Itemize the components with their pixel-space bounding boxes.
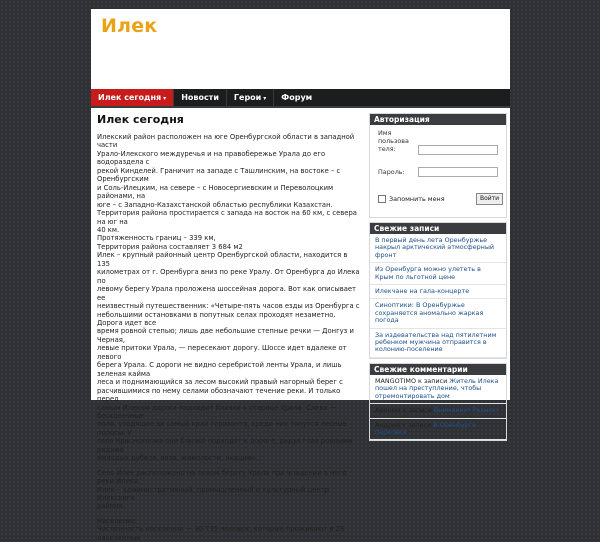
text-line: молодых дубков, вяза, жимолости, акации». <box>97 454 258 463</box>
nav-item-label: Герои <box>233 93 262 102</box>
text-line: 40 км. <box>97 225 120 234</box>
text-line: левому берегу Урала проложена шоссейная дорога. Вот как описывает ее <box>97 285 357 302</box>
recent-post-link[interactable]: Синоптики: В Оренбуржье сохраняется аномально жаркая погода <box>370 299 506 328</box>
page-wrapper <box>91 9 510 542</box>
text-line: Урало-Илекского междуречья и на правобережье Урала до его водораздела с <box>97 149 326 167</box>
text-line: берега Урала. С дороги не видно серебристой ленты Урала, и лишь зеленая каймa <box>97 361 342 378</box>
text-line: неизвестный путешественник: «Четыре-пять часов езды из Оренбурга с <box>97 302 360 311</box>
comment-author: Аноним <box>375 406 401 415</box>
nav-item-label: Илек сегодня <box>98 93 162 102</box>
text-line: Илек – крупный районный центр Оренбургской области, находится в 135 <box>97 251 348 268</box>
login-widget <box>369 113 507 218</box>
recent-post-link[interactable]: Из Оренбурга можно улететь в Крым по льготной цене <box>370 263 506 285</box>
text-line: и Соль-Илецким, на севере – с Новосергиевским и Переволоцким районами, на <box>97 183 334 201</box>
text-line: расчившимися по нему селами обозначают течение реки. И только перед <box>97 386 341 404</box>
widget-title: Свежие записи <box>370 223 506 234</box>
text-line: Численность населения — 30 735 человек, которые проживают в 26 населенных <box>97 525 345 542</box>
nav-item-forum[interactable] <box>274 89 319 106</box>
nav-item-heroes[interactable] <box>227 89 273 106</box>
nav-item-label: Форум <box>281 93 313 102</box>
username-label-line: Имя <box>378 129 392 137</box>
password-label: Пароль: <box>378 168 405 176</box>
comment-connector: к записи <box>400 420 434 429</box>
comment-post-link[interactable]: Внимание! Розыск! <box>433 406 499 415</box>
article-paragraph <box>97 469 362 511</box>
recent-post-link[interactable]: Илекчане на гала-концерте <box>370 285 506 299</box>
comment-item <box>370 404 506 418</box>
username-label-line: теля: <box>378 145 396 153</box>
text-line: рекой Кинделей. Граничит на западе с Ташлинским, на востоке – с Оренбургским <box>97 166 341 184</box>
text-line: Село Илек расположено на левом берегу Урала при впадении в него реки Илека. <box>97 468 347 486</box>
sidebar <box>369 113 507 436</box>
comment-post-link[interactable]: В Оренбурге парковка <box>375 420 477 436</box>
text-line: самым Илеком дорога подходит близко к старице Урала. Слева — бесконечные <box>97 403 337 420</box>
username-input[interactable] <box>418 145 498 155</box>
login-form <box>370 125 506 217</box>
text-line: Население <box>97 516 136 525</box>
text-line: Илек – административный, промышленный и культурный центр Илекского <box>97 485 330 503</box>
remember-label: Запомнить меня <box>389 195 445 203</box>
password-input[interactable] <box>418 167 498 177</box>
text-line: района. <box>97 502 125 511</box>
text-line: левые притоки Урала, — пересекают дорогу. Шоссе идет вдалеке от левого <box>97 344 347 361</box>
text-line: Территория района составляет 3 684 м2 <box>97 242 243 251</box>
text-line: юге – с Западно-Казахстанской областью республики Казахстан. <box>97 200 333 209</box>
site-header <box>91 9 510 89</box>
comment-author: MANGOTIMO <box>375 376 416 385</box>
article-paragraph <box>97 517 362 542</box>
widget-title: Авторизация <box>370 114 506 125</box>
chevron-down-icon: ▾ <box>263 95 267 102</box>
nav-item-ilek-today[interactable] <box>91 89 173 106</box>
article-paragraph <box>97 133 362 463</box>
text-line: села Краснохолма они близко подходят к дороге, радуя глаз ровными рядами <box>97 437 353 454</box>
username-label-line: пользова <box>378 137 409 145</box>
widget-title: Свежие комментарии <box>370 364 506 375</box>
site-logo[interactable]: Илек <box>101 15 158 37</box>
text-line: небольшими остановками в попутных селах проходят незаметно. Дорога идет все <box>97 310 336 327</box>
login-button[interactable]: Войти <box>476 193 503 205</box>
text-line: километрах от г. Оренбурга вниз по реке Уралу. От Оренбурга до Илека по <box>97 268 360 285</box>
comment-connector: к записи <box>415 376 450 385</box>
comment-item <box>370 375 506 404</box>
text-line: время ровной степью; лишь две небольшие степные речки — Донгуз и Черная, <box>97 327 354 344</box>
text-line: Территория района простирается с запада на восток на 60 км, с севера на юг на <box>97 209 357 226</box>
remember-me[interactable] <box>378 195 445 203</box>
recent-post-link[interactable]: В первый день лета Оренбуржье накрыл арктический атмосферный фронт <box>370 234 506 263</box>
chevron-down-icon: ▾ <box>163 95 167 102</box>
nav-item-news[interactable] <box>174 89 226 106</box>
remember-checkbox[interactable] <box>378 195 386 203</box>
nav-item-label: Новости <box>181 93 219 102</box>
comment-post-link[interactable]: Житель Илека пошел на преступление, чтобы отремонтировать дом <box>375 376 499 400</box>
text-line: поля, уходящие за самый край горизонта, среди них тянутся лесные полосы. У <box>97 420 347 437</box>
text-line: Протяженность границ – 339 км, <box>97 234 216 243</box>
recent-post-link[interactable]: За издевательства над пятилетним ребенком мужчина отправится в колонию-поселение <box>370 329 506 358</box>
comment-item <box>370 419 506 441</box>
main-nav <box>91 89 510 108</box>
comment-author: Андрей <box>375 420 401 429</box>
recent-comments-widget <box>369 363 507 441</box>
recent-posts-widget <box>369 222 507 359</box>
text-line: леса и поднимающийся за лесом высокий правый нагорный берег с <box>97 378 343 387</box>
text-line: Илекский район расположен на юге Оренбургской области в западной части <box>97 133 355 150</box>
page-title: Илек сегодня <box>97 113 184 126</box>
comment-connector: к записи <box>400 406 434 415</box>
article <box>97 113 362 542</box>
